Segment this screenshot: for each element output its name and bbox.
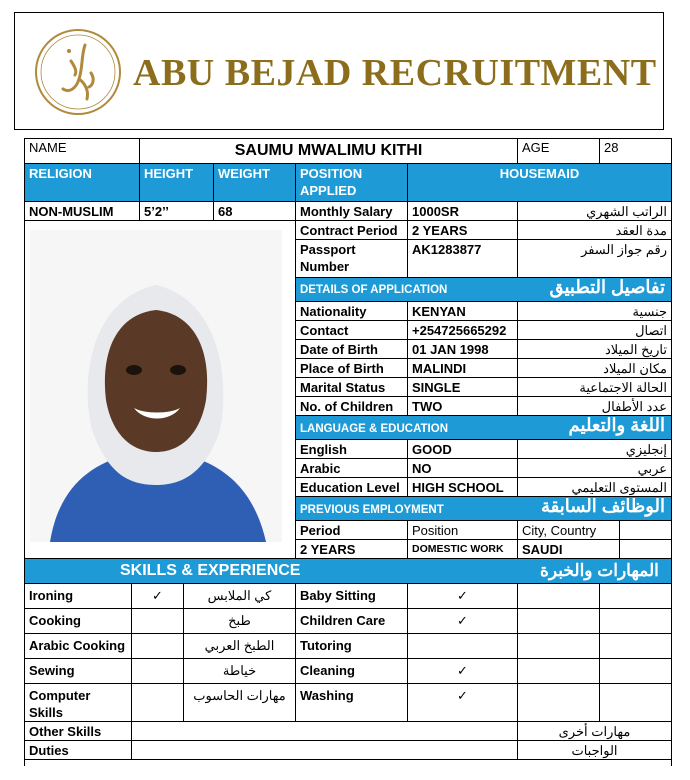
nationality-value: KENYAN bbox=[408, 302, 518, 321]
skill-computer: Computer Skills bbox=[24, 684, 132, 722]
marital-label: Marital Status bbox=[296, 378, 408, 397]
education-value: HIGH SCHOOL bbox=[408, 478, 518, 497]
language-header-ar: اللغة والتعليم bbox=[568, 416, 665, 435]
salary-label-ar: الراتب الشهري bbox=[518, 202, 672, 221]
arabic-label: Arabic bbox=[296, 459, 408, 478]
duties-label: Duties bbox=[24, 741, 132, 760]
arabic-value: NO bbox=[408, 459, 518, 478]
education-ar: المستوى التعليمي bbox=[518, 478, 672, 497]
position-value: HOUSEMAID bbox=[408, 164, 672, 202]
english-value: GOOD bbox=[408, 440, 518, 459]
details-header-en: DETAILS OF APPLICATION bbox=[300, 284, 448, 296]
skill-children-care: Children Care bbox=[296, 609, 408, 634]
details-header bbox=[296, 278, 672, 302]
religion-label: RELIGION bbox=[24, 164, 140, 202]
contact-value: +254725665292 bbox=[408, 321, 518, 340]
skills-header bbox=[24, 559, 672, 584]
period-value: 2 YEARS bbox=[296, 540, 408, 559]
skill-empty-2a bbox=[518, 609, 600, 634]
english-label: English bbox=[296, 440, 408, 459]
other-skills-label: Other Skills bbox=[24, 722, 132, 741]
skill-tutoring: Tutoring bbox=[296, 634, 408, 659]
skill-empty-5a bbox=[518, 684, 600, 722]
skills-header-en: SKILLS & EXPERIENCE bbox=[120, 562, 301, 579]
pob-ar: مكان الميلاد bbox=[518, 359, 672, 378]
skill-ironing-ar: كي الملابس bbox=[184, 584, 296, 609]
duties-ar: الواجبات bbox=[518, 741, 672, 760]
contract-period-ar: مدة العقد bbox=[518, 221, 672, 240]
language-header bbox=[296, 416, 672, 440]
skill-sewing-check bbox=[132, 659, 184, 684]
contract-period-label: Contract Period bbox=[296, 221, 408, 240]
contact-ar: اتصال bbox=[518, 321, 672, 340]
children-value: TWO bbox=[408, 397, 518, 416]
dob-value: 01 JAN 1998 bbox=[408, 340, 518, 359]
position-col-label: Position bbox=[408, 521, 518, 540]
weight-value: 68 bbox=[214, 202, 296, 221]
skill-ironing: Ironing bbox=[24, 584, 132, 609]
skill-children-care-check: ✓ bbox=[408, 609, 518, 634]
skill-computer-ar: مهارات الحاسوب bbox=[184, 684, 296, 722]
duties-value bbox=[132, 741, 518, 760]
skill-empty-3a bbox=[518, 634, 600, 659]
passport-value: AK1283877 bbox=[408, 240, 518, 278]
skill-baby-sitting-check: ✓ bbox=[408, 584, 518, 609]
skill-baby-sitting: Baby Sitting bbox=[296, 584, 408, 609]
skill-arabic-cooking-check bbox=[132, 634, 184, 659]
skill-empty-4b bbox=[600, 659, 672, 684]
dob-ar: تاريخ الميلاد bbox=[518, 340, 672, 359]
employment-blank-2 bbox=[620, 540, 672, 559]
children-ar: عدد الأطفال bbox=[518, 397, 672, 416]
skills-header-ar: المهارات والخبرة bbox=[540, 561, 659, 580]
skill-cleaning: Cleaning bbox=[296, 659, 408, 684]
period-col-label: Period bbox=[296, 521, 408, 540]
name-label: NAME bbox=[24, 138, 140, 164]
skill-cooking: Cooking bbox=[24, 609, 132, 634]
height-label: HEIGHT bbox=[140, 164, 214, 202]
skill-empty-2b bbox=[600, 609, 672, 634]
position-label: POSITION APPLIED bbox=[296, 164, 408, 202]
other-skills-value bbox=[132, 722, 518, 741]
employment-header bbox=[296, 497, 672, 521]
country-col-label: City, Country bbox=[518, 521, 620, 540]
language-header-en: LANGUAGE & EDUCATION bbox=[300, 423, 449, 435]
marital-ar: الحالة الاجتماعية bbox=[518, 378, 672, 397]
skill-washing: Washing bbox=[296, 684, 408, 722]
skill-cleaning-check: ✓ bbox=[408, 659, 518, 684]
other-skills-ar: مهارات أخرى bbox=[518, 722, 672, 741]
pob-label: Place of Birth bbox=[296, 359, 408, 378]
candidate-name: SAUMU MWALIMU KITHI bbox=[140, 138, 518, 164]
arabic-ar: عربي bbox=[518, 459, 672, 478]
skill-tutoring-check bbox=[408, 634, 518, 659]
contact-label: Contact bbox=[296, 321, 408, 340]
skill-arabic-cooking: Arabic Cooking bbox=[24, 634, 132, 659]
skill-sewing-ar: خياطة bbox=[184, 659, 296, 684]
skill-empty-3b bbox=[600, 634, 672, 659]
company-name: ABU BEJAD RECRUITMENT bbox=[133, 52, 657, 94]
salary-value: 1000SR bbox=[408, 202, 518, 221]
employment-header-ar: الوظائف السابقة bbox=[540, 497, 665, 516]
employment-blank bbox=[620, 521, 672, 540]
skill-cooking-check bbox=[132, 609, 184, 634]
dob-label: Date of Birth bbox=[296, 340, 408, 359]
age-value: 28 bbox=[600, 138, 672, 164]
contract-period-value: 2 YEARS bbox=[408, 221, 518, 240]
skill-empty-5b bbox=[600, 684, 672, 722]
nationality-label: Nationality bbox=[296, 302, 408, 321]
weight-label: WEIGHT bbox=[214, 164, 296, 202]
details-header-ar: تفاصيل التطبيق bbox=[549, 278, 665, 297]
skill-cooking-ar: طبخ bbox=[184, 609, 296, 634]
passport-label-ar: رقم جواز السفر bbox=[518, 240, 672, 278]
photo-cell bbox=[24, 221, 296, 559]
skill-empty-1b bbox=[600, 584, 672, 609]
age-label: AGE bbox=[518, 138, 600, 164]
height-value: 5’2’’ bbox=[140, 202, 214, 221]
english-ar: إنجليزي bbox=[518, 440, 672, 459]
children-label: No. of Children bbox=[296, 397, 408, 416]
employment-position-value: DOMESTIC WORK bbox=[408, 540, 518, 559]
skill-computer-check bbox=[132, 684, 184, 722]
employment-header-en: PREVIOUS EMPLOYMENT bbox=[300, 504, 444, 516]
skill-ironing-check: ✓ bbox=[132, 584, 184, 609]
country-value: SAUDI bbox=[518, 540, 620, 559]
marital-value: SINGLE bbox=[408, 378, 518, 397]
skill-empty-1a bbox=[518, 584, 600, 609]
passport-label: Passport Number bbox=[296, 240, 408, 278]
nationality-ar: جنسية bbox=[518, 302, 672, 321]
skill-empty-4a bbox=[518, 659, 600, 684]
skill-arabic-cooking-ar: الطبخ العربي bbox=[184, 634, 296, 659]
company-logo bbox=[33, 27, 123, 117]
pob-value: MALINDI bbox=[408, 359, 518, 378]
skill-washing-check: ✓ bbox=[408, 684, 518, 722]
skill-sewing: Sewing bbox=[24, 659, 132, 684]
education-label: Education Level bbox=[296, 478, 408, 497]
religion-value: NON-MUSLIM bbox=[24, 202, 140, 221]
salary-label: Monthly Salary bbox=[296, 202, 408, 221]
letterhead bbox=[14, 12, 664, 130]
